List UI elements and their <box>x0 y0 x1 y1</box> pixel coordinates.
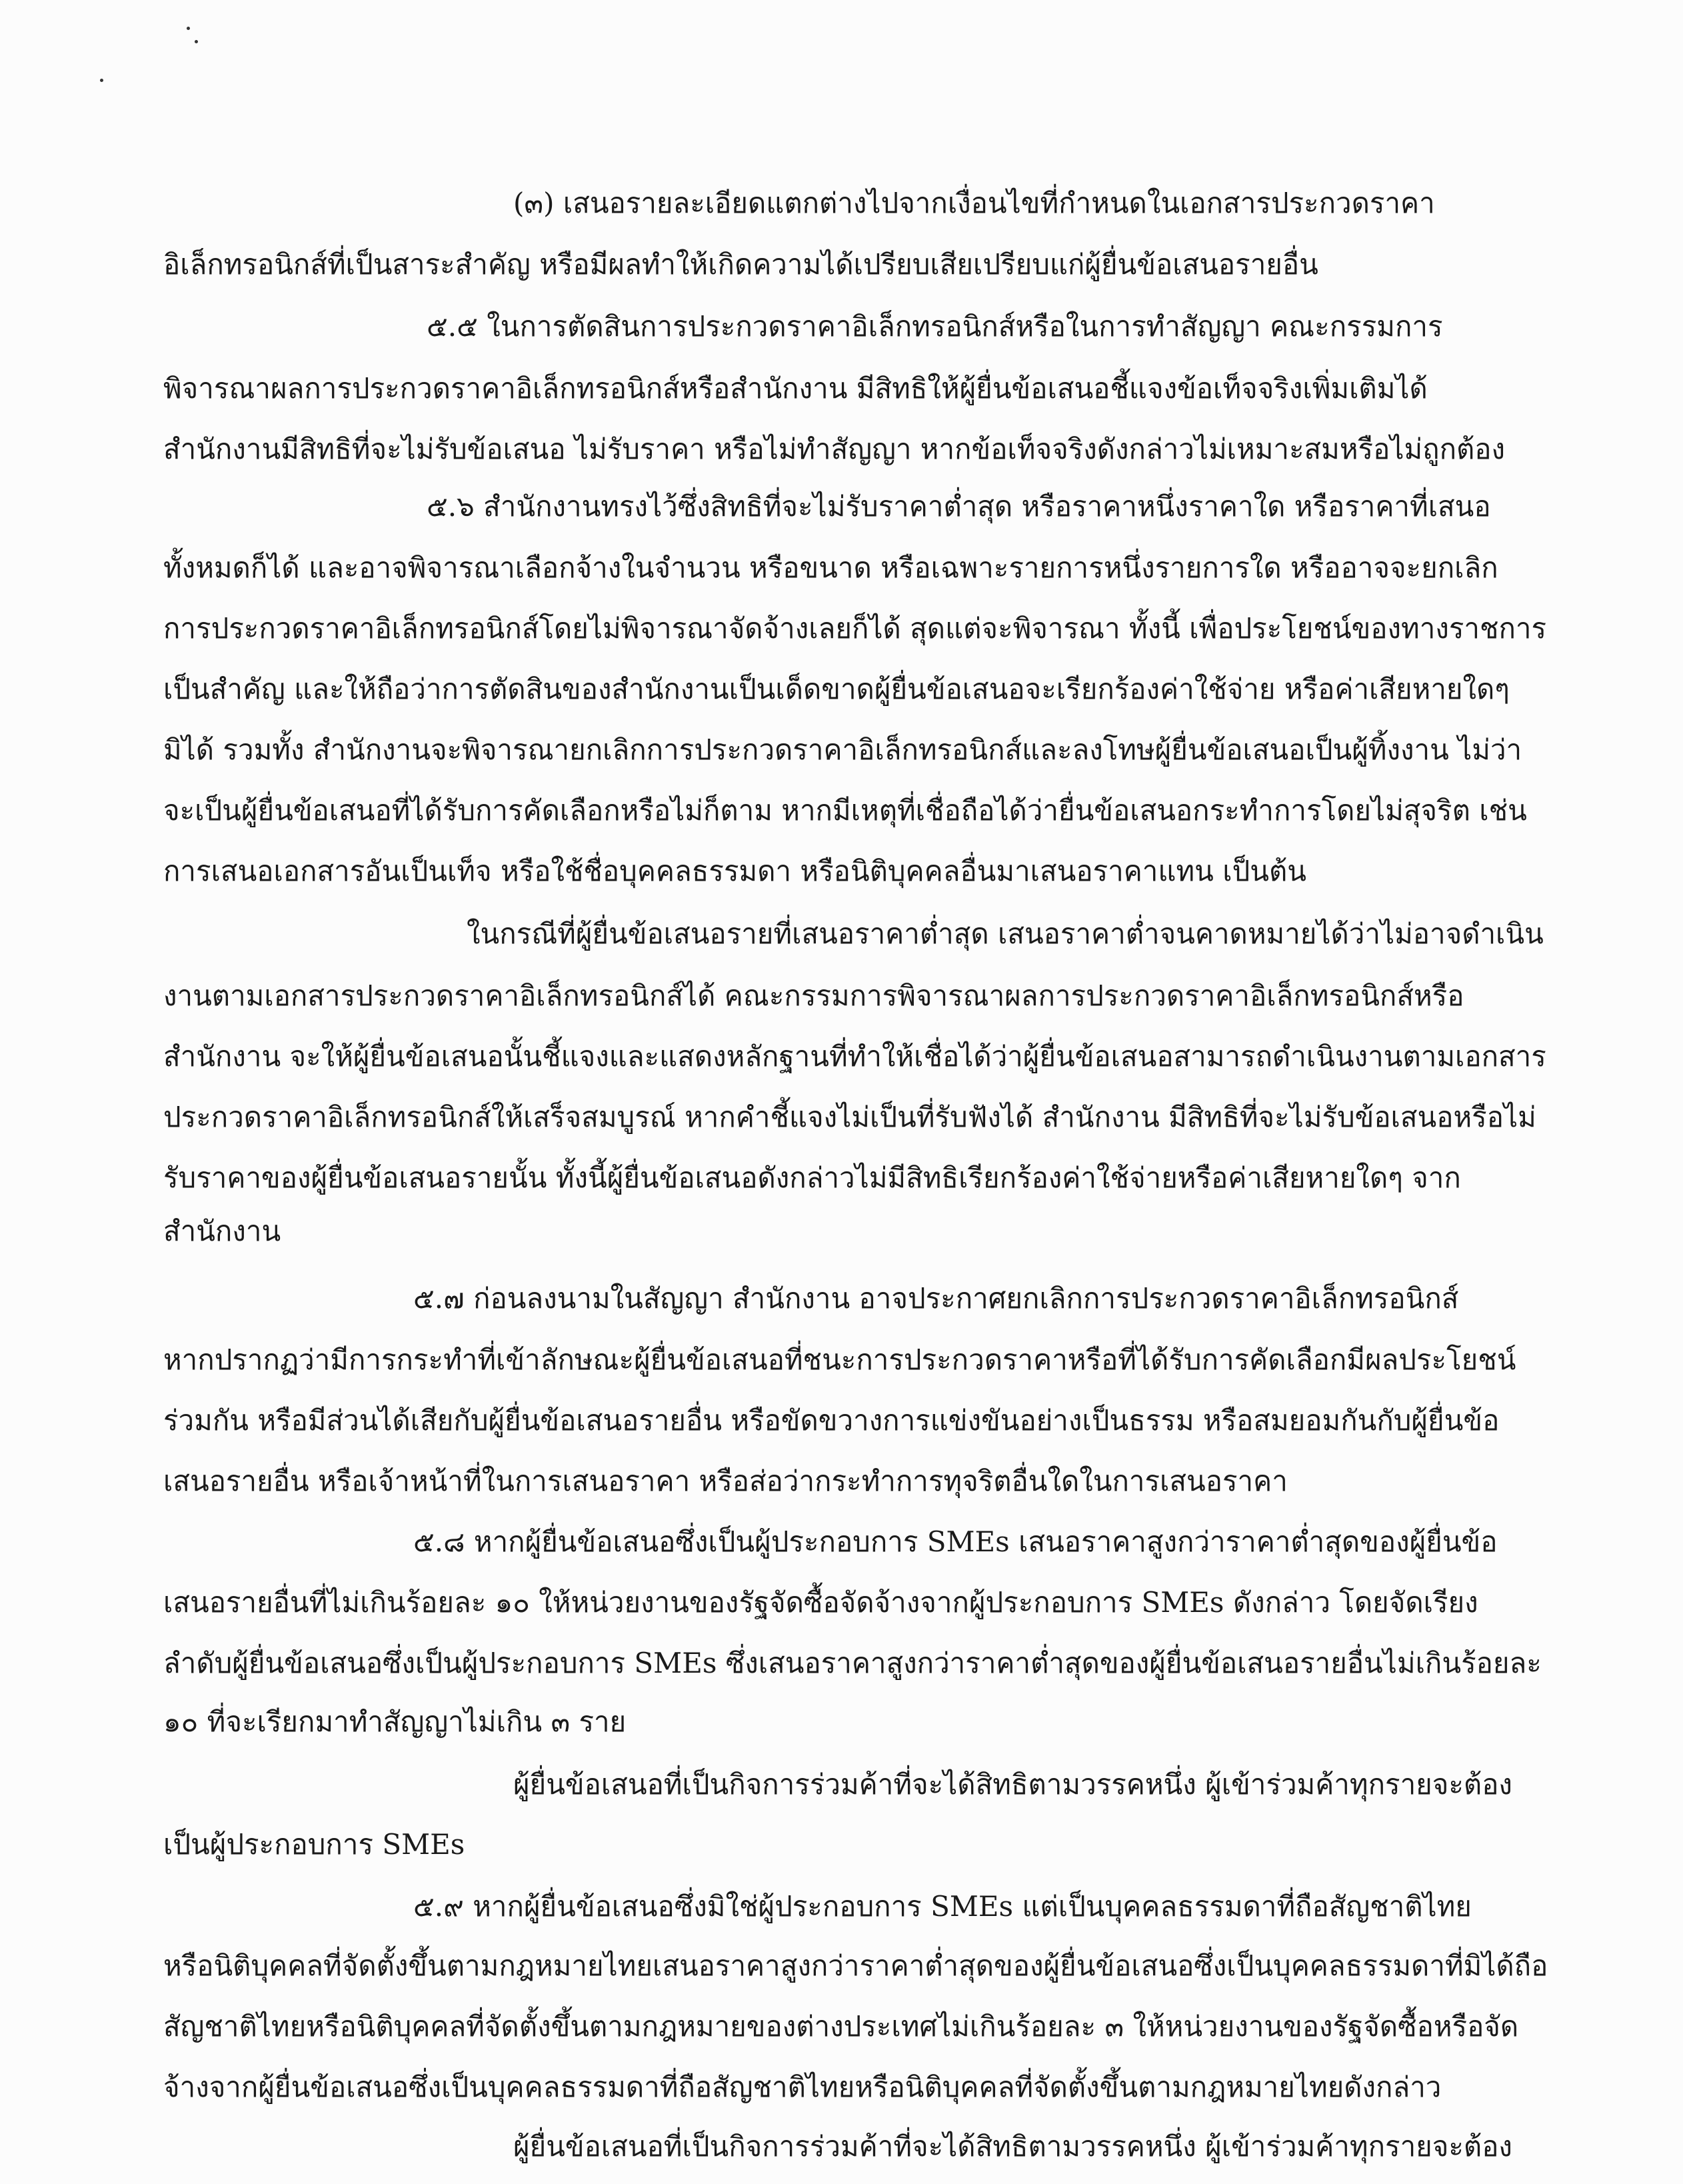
text-line: จะเป็นผู้ยื่นข้อเสนอที่ได้รับการคัดเลือกหรือไม่ก็ตาม หากมีเหตุที่เชื่อถือได้ว่ายื่นข้อเสนอกระทำการโดยไม่สุจริต เช่น <box>163 794 1527 827</box>
text-line: สำนักงาน <box>163 1215 281 1247</box>
text-line: เสนอรายอื่นที่ไม่เกินร้อยละ ๑๐ ให้หน่วยงานของรัฐจัดซื้อจัดจ้างจากผู้ประกอบการ SMEs ดังกล่าว โดยจัดเรียง <box>163 1586 1478 1619</box>
text-line: ในกรณีที่ผู้ยื่นข้อเสนอรายที่เสนอราคาต่ำสุด เสนอราคาต่ำจนคาดหมายได้ว่าไม่อาจดำเนิน <box>467 917 1544 950</box>
text-line: หากปรากฏว่ามีการกระทำที่เข้าลักษณะผู้ยื่นข้อเสนอที่ชนะการประกวดราคาหรือที่ได้รับการคัดเลือกมีผลประโยชน์ <box>163 1343 1516 1376</box>
text-line: งานตามเอกสารประกวดราคาอิเล็กทรอนิกส์ได้ คณะกรรมการพิจารณาผลการประกวดราคาอิเล็กทรอนิกส์หรือ <box>163 979 1464 1012</box>
text-line: สำนักงาน จะให้ผู้ยื่นข้อเสนอนั้นชี้แจงและแสดงหลักฐานที่ทำให้เชื่อได้ว่าผู้ยื่นข้อเสนอสามารถดำเนินงานตามเอกสาร <box>163 1040 1546 1073</box>
text-line: ผู้ยื่นข้อเสนอที่เป็นกิจการร่วมค้าที่จะได้สิทธิตามวรรคหนึ่ง ผู้เข้าร่วมค้าทุกรายจะต้อง <box>513 1768 1512 1801</box>
scan-speck <box>100 79 103 82</box>
scan-speck <box>187 27 190 30</box>
text-line: จ้างจากผู้ยื่นข้อเสนอซึ่งเป็นบุคคลธรรมดาที่ถือสัญชาติไทยหรือนิติบุคคลที่จัดตั้งขึ้นตามกฎหมายไทยดังกล่าว <box>163 2071 1442 2103</box>
text-line: หรือนิติบุคคลที่จัดตั้งขึ้นตามกฎหมายไทยเสนอราคาสูงกว่าราคาต่ำสุดของผู้ยื่นข้อเสนอซึ่งเป็นบุคคลธรรมดาที่มิได้ถือ <box>163 1949 1548 1982</box>
text-line: เป็นสำคัญ และให้ถือว่าการตัดสินของสำนักงานเป็นเด็ดขาดผู้ยื่นข้อเสนอจะเรียกร้องค่าใช้จ่าย หรือค่าเสียหายใดๆ <box>163 673 1510 705</box>
text-line: รับราคาของผู้ยื่นข้อเสนอรายนั้น ทั้งนี้ผู้ยื่นข้อเสนอดังกล่าวไม่มีสิทธิเรียกร้องค่าใช้จ่ายหรือค่าเสียหายใดๆ จาก <box>163 1161 1461 1194</box>
text-line: ๕.๗ ก่อนลงนามในสัญญา สำนักงาน อาจประกาศยกเลิกการประกวดราคาอิเล็กทรอนิกส์ <box>413 1282 1459 1315</box>
text-line: สัญชาติไทยหรือนิติบุคคลที่จัดตั้งขึ้นตามกฎหมายของต่างประเทศไม่เกินร้อยละ ๓ ให้หน่วยงานของรัฐจัดซื้อหรือจัด <box>163 2010 1519 2043</box>
text-line: เสนอรายอื่น หรือเจ้าหน้าที่ในการเสนอราคา หรือส่อว่ากระทำการทุจริตอื่นใดในการเสนอราคา <box>163 1465 1288 1497</box>
text-line: ๕.๘ หากผู้ยื่นข้อเสนอซึ่งเป็นผู้ประกอบการ SMEs เสนอราคาสูงกว่าราคาต่ำสุดของผู้ยื่นข้อ <box>413 1525 1498 1558</box>
text-line: พิจารณาผลการประกวดราคาอิเล็กทรอนิกส์หรือสำนักงาน มีสิทธิให้ผู้ยื่นข้อเสนอชี้แจงข้อเท็จจริงเพิ่มเติมได้ <box>163 372 1428 405</box>
text-line: ๕.๖ สำนักงานทรงไว้ซึ่งสิทธิที่จะไม่รับราคาต่ำสุด หรือราคาหนึ่งราคาใด หรือราคาที่เสนอ <box>427 490 1491 523</box>
scan-speck <box>195 40 198 43</box>
text-line: ๕.๙ หากผู้ยื่นข้อเสนอซึ่งมิใช่ผู้ประกอบการ SMEs แต่เป็นบุคคลธรรมดาที่ถือสัญชาติไทย <box>413 1890 1472 1923</box>
text-line: ๕.๕ ในการตัดสินการประกวดราคาอิเล็กทรอนิกส์หรือในการทำสัญญา คณะกรรมการ <box>427 310 1443 343</box>
text-line: มิได้ รวมทั้ง สำนักงานจะพิจารณายกเลิกการประกวดราคาอิเล็กทรอนิกส์และลงโทษผู้ยื่นข้อเสนอเป็นผู้ทิ้งงาน ไม่ว่า <box>163 733 1522 766</box>
text-line: การประกวดราคาอิเล็กทรอนิกส์โดยไม่พิจารณาจัดจ้างเลยก็ได้ สุดแต่จะพิจารณา ทั้งนี้ เพื่อประโยชน์ของทางราชการ <box>163 612 1547 645</box>
text-line: ผู้ยื่นข้อเสนอที่เป็นกิจการร่วมค้าที่จะได้สิทธิตามวรรคหนึ่ง ผู้เข้าร่วมค้าทุกรายจะต้อง <box>513 2130 1512 2163</box>
text-line: ๑๐ ที่จะเรียกมาทำสัญญาไม่เกิน ๓ ราย <box>163 1705 627 1738</box>
text-line: ลำดับผู้ยื่นข้อเสนอซึ่งเป็นผู้ประกอบการ SMEs ซึ่งเสนอราคาสูงกว่าราคาต่ำสุดของผู้ยื่นข้อเสนอรายอื่นไม่เกินร้อยละ <box>163 1647 1542 1679</box>
text-line: การเสนอเอกสารอันเป็นเท็จ หรือใช้ชื่อบุคคลธรรมดา หรือนิติบุคคลอื่นมาเสนอราคาแทน เป็นต้น <box>163 855 1306 887</box>
text-line: ประกวดราคาอิเล็กทรอนิกส์ให้เสร็จสมบูรณ์ หากคำชี้แจงไม่เป็นที่รับฟังได้ สำนักงาน มีสิทธิที่จะไม่รับข้อเสนอหรือไม่ <box>163 1101 1536 1133</box>
text-line: (๓) เสนอรายละเอียดแตกต่างไปจากเงื่อนไขที่กำหนดในเอกสารประกวดราคา <box>513 187 1435 219</box>
text-line: ทั้งหมดก็ได้ และอาจพิจารณาเลือกจ้างในจำนวน หรือขนาด หรือเฉพาะรายการหนึ่งรายการใด หรืออาจจะยกเลิก <box>163 551 1498 584</box>
text-line: ร่วมกัน หรือมีส่วนได้เสียกับผู้ยื่นข้อเสนอรายอื่น หรือขัดขวางการแข่งขันอย่างเป็นธรรม หรือสมยอมกันกับผู้ยื่นข้อ <box>163 1404 1500 1437</box>
text-line: อิเล็กทรอนิกส์ที่เป็นสาระสำคัญ หรือมีผลทำให้เกิดความได้เปรียบเสียเปรียบแก่ผู้ยื่นข้อเสนอรายอื่น <box>163 248 1318 281</box>
text-line: เป็นผู้ประกอบการ SMEs <box>163 1828 465 1861</box>
text-line: สำนักงานมีสิทธิที่จะไม่รับข้อเสนอ ไม่รับราคา หรือไม่ทำสัญญา หากข้อเท็จจริงดังกล่าวไม่เหมาะสมหรือไม่ถูกต้อง <box>163 433 1506 465</box>
